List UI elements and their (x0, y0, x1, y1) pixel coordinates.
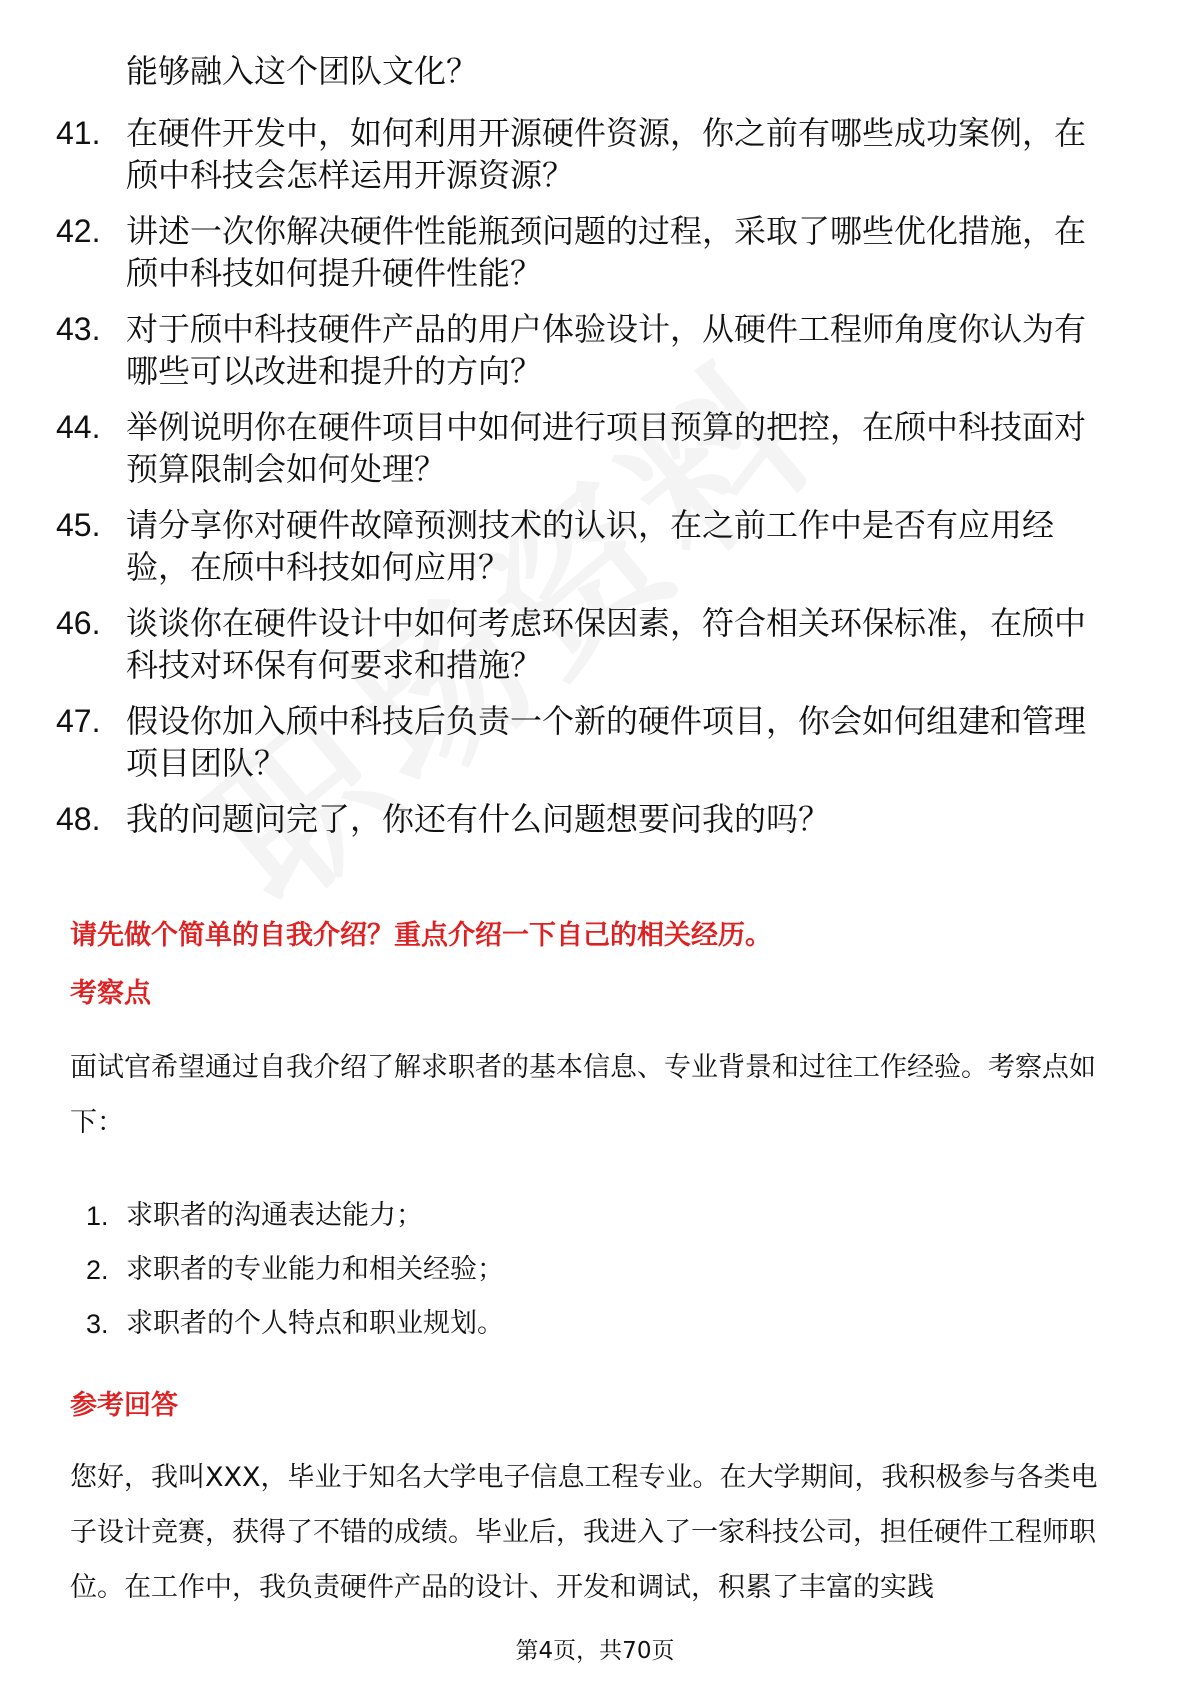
question-number: 43. (56, 311, 101, 347)
question-item (56, 112, 1116, 196)
main-question-heading: 请先做个简单的自我介绍？重点介绍一下自己的相关经历。 (70, 920, 772, 951)
page-footer: 第4页，共70页 (515, 1638, 675, 1664)
question-number: 42. (56, 213, 101, 249)
list-item-number: 2. (86, 1255, 109, 1285)
question-text: 假设你加入颀中科技后负责一个新的硬件项目，你会如何组建和管理项目团队？ (126, 702, 1087, 782)
question-number: 47. (56, 703, 101, 739)
question-text: 我的问题问完了，你还有什么问题想要问我的吗？ (126, 800, 831, 838)
focus-paragraph: 面试官希望通过自我介绍了解求职者的基本信息、专业背景和过往工作经验。考察点如下： (70, 1052, 1096, 1138)
question-text: 谈谈你在硬件设计中如何考虑环保因素，符合相关环保标准，在颀中科技对环保有何要求和措施？ (126, 604, 1087, 684)
answer-heading: 参考回答 (70, 1390, 178, 1421)
question-item (56, 406, 1116, 490)
list-item (86, 1306, 1086, 1360)
question-text: 举例说明你在硬件项目中如何进行项目预算的把控，在颀中科技面对预算限制会如何处理？ (126, 408, 1087, 488)
question-text: 讲述一次你解决硬件性能瓶颈问题的过程，采取了哪些优化措施，在颀中科技如何提升硬件性能？ (126, 212, 1087, 292)
question-item (56, 210, 1116, 294)
question-item (56, 602, 1116, 686)
question-list (56, 50, 1116, 840)
question-continuation: 能够融入这个团队文化？ (126, 52, 479, 90)
question-number: 41. (56, 115, 101, 151)
question-item (56, 308, 1116, 392)
list-item-text: 求职者的专业能力和相关经验； (126, 1254, 504, 1285)
question-number: 48. (56, 801, 101, 837)
answer-paragraph: 您好，我叫XXX，毕业于知名大学电子信息工程专业。在大学期间，我积极参与各类电子设计竞赛，获得了不错的成绩。毕业后，我进入了一家科技公司，担任硬件工程师职位。在工作中，我负责硬件产品的设计、开发和调试，积累了丰富的实践 (70, 1462, 1098, 1603)
question-item (56, 700, 1116, 784)
list-item (86, 1252, 1086, 1306)
question-number: 46. (56, 605, 101, 641)
question-text: 请分享你对硬件故障预测技术的认识，在之前工作中是否有应用经验，在颀中科技如何应用？ (126, 506, 1055, 586)
list-item-text: 求职者的个人特点和职业规划。 (126, 1308, 504, 1339)
question-text: 对于颀中科技硬件产品的用户体验设计，从硬件工程师角度你认为有哪些可以改进和提升的方向？ (126, 310, 1087, 390)
question-number: 45. (56, 507, 101, 543)
question-text: 在硬件开发中，如何利用开源硬件资源，你之前有哪些成功案例，在颀中科技会怎样运用开源资源？ (126, 114, 1087, 194)
question-item (56, 504, 1116, 588)
question-number: 44. (56, 409, 101, 445)
list-item-number: 1. (86, 1201, 109, 1231)
list-item-number: 3. (86, 1309, 109, 1339)
focus-heading: 考察点 (70, 978, 151, 1009)
list-item (86, 1198, 1086, 1252)
question-item (56, 798, 1116, 840)
focus-point-list (86, 1198, 1086, 1360)
list-item-text: 求职者的沟通表达能力； (126, 1200, 423, 1231)
